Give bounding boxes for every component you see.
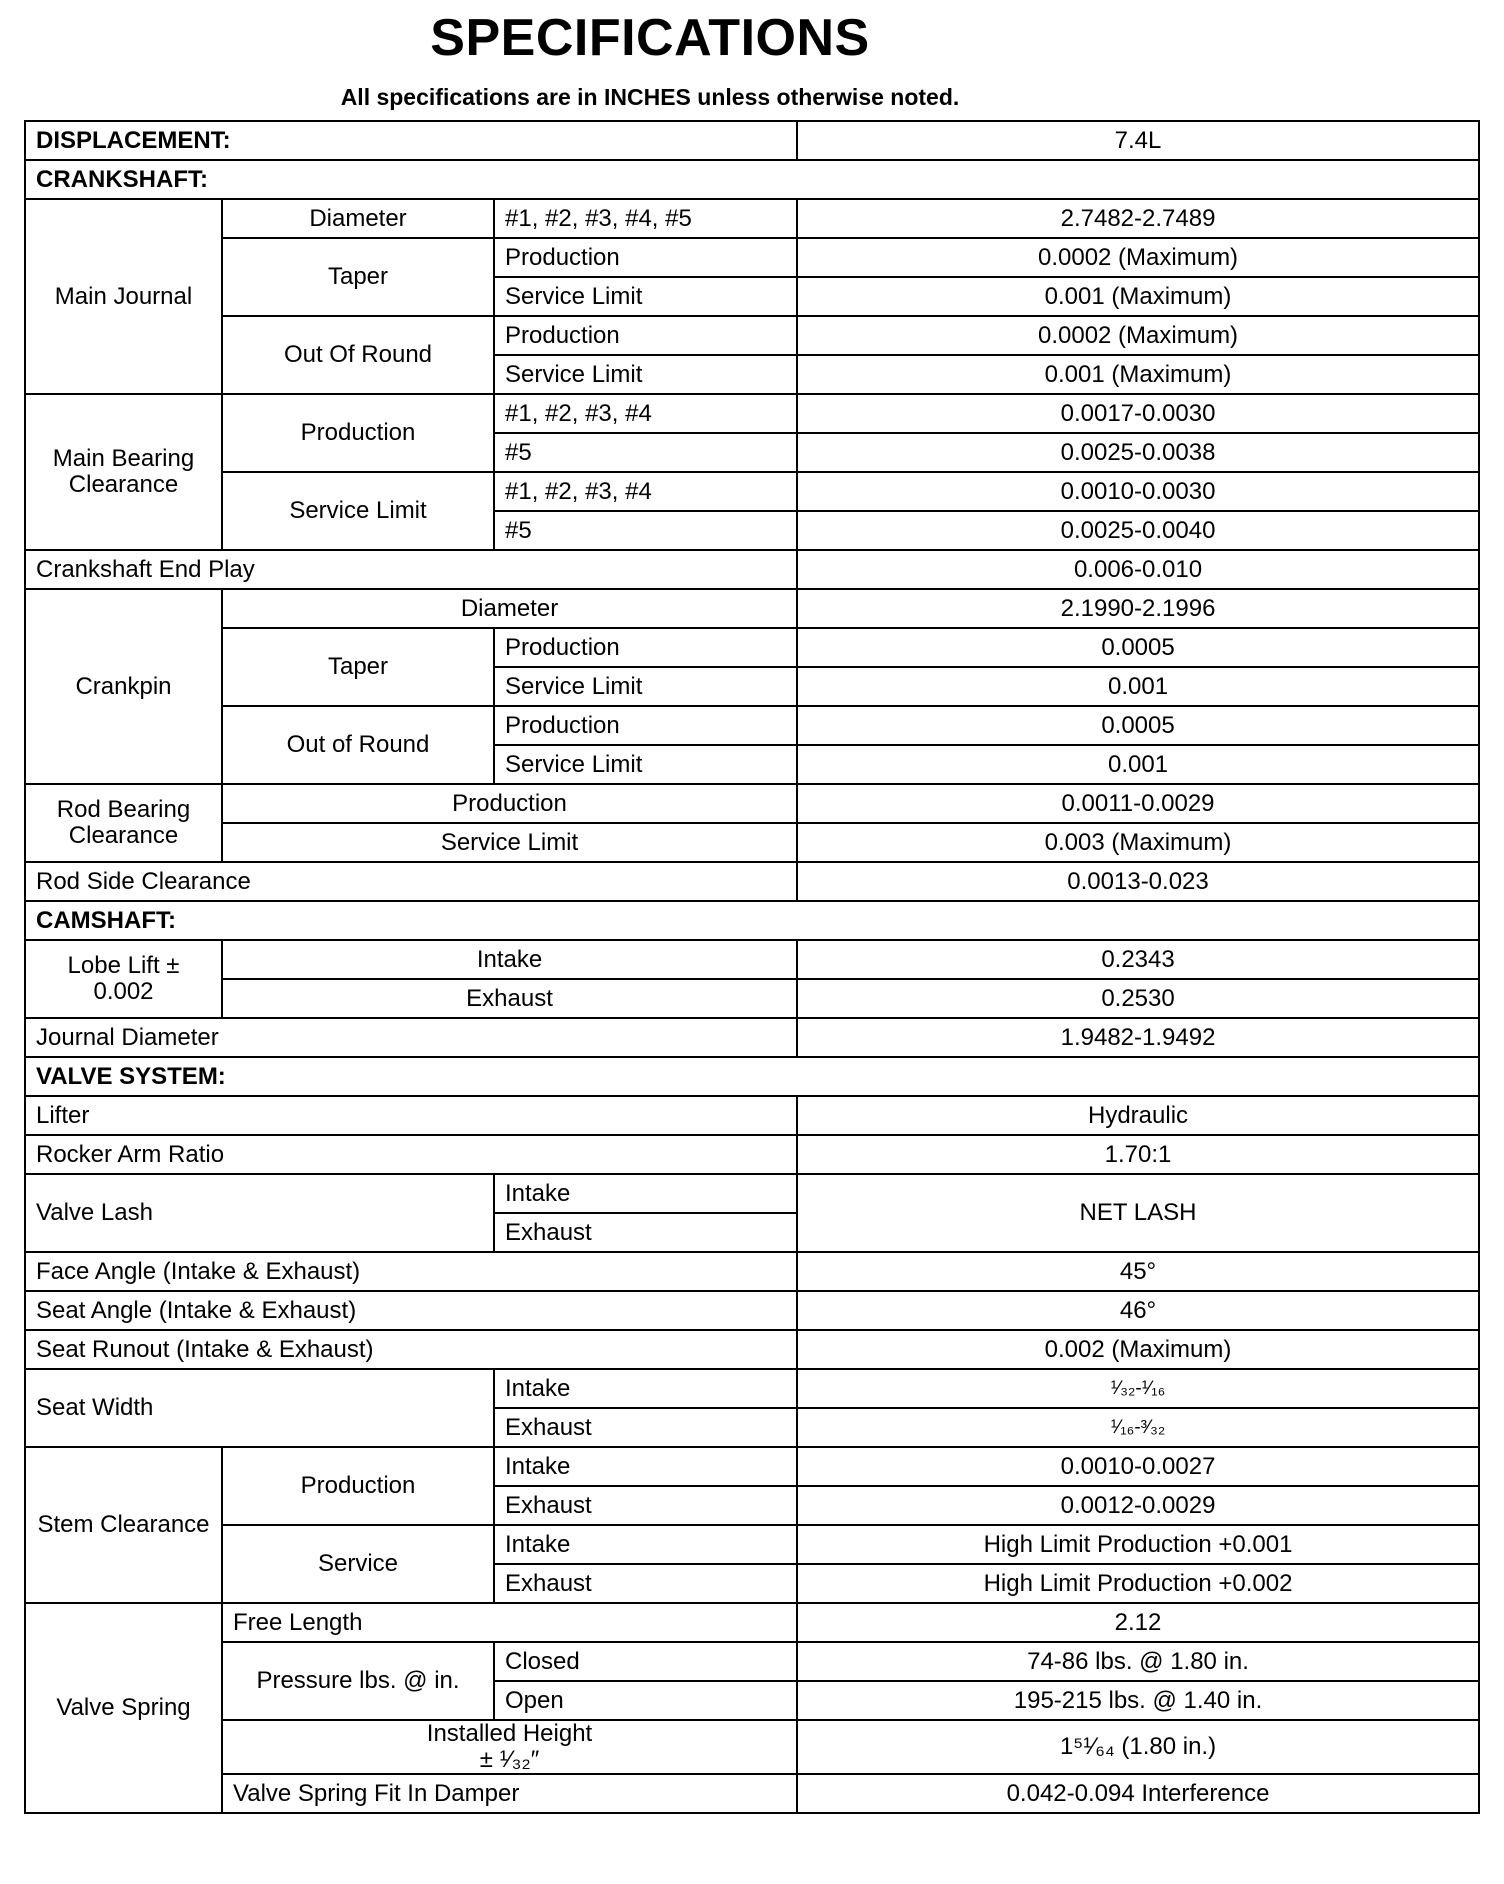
table-row xyxy=(25,1174,1479,1213)
crankpin-label: Crankpin xyxy=(25,589,222,784)
table-row xyxy=(25,706,1479,745)
rod-bearing-production-label: Production xyxy=(222,784,797,823)
table-row xyxy=(25,1330,1479,1369)
rod-bearing-service-label: Service Limit xyxy=(222,823,797,862)
main-journal-taper-production-label: Production xyxy=(494,238,797,277)
lobe-exhaust-label: Exhaust xyxy=(222,979,797,1018)
seat-runout-label: Seat Runout (Intake & Exhaust) xyxy=(25,1330,797,1369)
pressure-open-label: Open xyxy=(494,1681,797,1720)
page-subtitle: All specifications are in INCHES unless otherwise noted. xyxy=(340,84,960,110)
main-journal-oor-production-value: 0.0002 (Maximum) xyxy=(797,316,1479,355)
table-row xyxy=(25,394,1479,433)
end-play-label: Crankshaft End Play xyxy=(25,550,797,589)
seat-width-label: Seat Width xyxy=(25,1369,494,1447)
crankpin-taper-production-label: Production xyxy=(494,628,797,667)
lobe-intake-label: Intake xyxy=(222,940,797,979)
lobe-exhaust-value: 0.2530 xyxy=(797,979,1479,1018)
pressure-label: Pressure lbs. @ in. xyxy=(222,1642,494,1720)
crankshaft-heading: CRANKSHAFT: xyxy=(25,160,1479,199)
table-row xyxy=(25,316,1479,355)
table-row xyxy=(25,1252,1479,1291)
valve-spring-label: Valve Spring xyxy=(25,1603,222,1813)
seat-angle-value: 46° xyxy=(797,1291,1479,1330)
table-row xyxy=(25,1774,1479,1813)
stem-clearance-label: Stem Clearance xyxy=(25,1447,222,1603)
lifter-label: Lifter xyxy=(25,1096,797,1135)
seat-angle-label: Seat Angle (Intake & Exhaust) xyxy=(25,1291,797,1330)
crankpin-taper-service-value: 0.001 xyxy=(797,667,1479,706)
main-journal-taper-production-value: 0.0002 (Maximum) xyxy=(797,238,1479,277)
crankpin-oor-production-value: 0.0005 xyxy=(797,706,1479,745)
main-journal-oor-label: Out Of Round xyxy=(222,316,494,394)
pressure-open-value: 195-215 lbs. @ 1.40 in. xyxy=(797,1681,1479,1720)
seat-width-intake-value: ¹⁄₃₂-¹⁄₁₆ xyxy=(797,1369,1479,1408)
face-angle-label: Face Angle (Intake & Exhaust) xyxy=(25,1252,797,1291)
lobe-intake-value: 0.2343 xyxy=(797,940,1479,979)
stem-service-label: Service xyxy=(222,1525,494,1603)
table-row xyxy=(25,1603,1479,1642)
stem-prod-intake-label: Intake xyxy=(494,1447,797,1486)
table-row xyxy=(25,1135,1479,1174)
table-row xyxy=(25,862,1479,901)
main-bearing-production-label: Production xyxy=(222,394,494,472)
free-length-label: Free Length xyxy=(222,1603,797,1642)
crankpin-taper-label: Taper xyxy=(222,628,494,706)
table-row xyxy=(25,628,1479,667)
main-journal-diameter-label: Diameter xyxy=(222,199,494,238)
main-bearing-prod-sub2: #5 xyxy=(494,433,797,472)
stem-prod-exhaust-value: 0.0012-0.0029 xyxy=(797,1486,1479,1525)
table-row xyxy=(25,1018,1479,1057)
journal-diameter-label: Journal Diameter xyxy=(25,1018,797,1057)
stem-prod-exhaust-label: Exhaust xyxy=(494,1486,797,1525)
damper-fit-value: 0.042-0.094 Interference xyxy=(797,1774,1479,1813)
main-journal-label: Main Journal xyxy=(25,199,222,394)
main-bearing-serv-sub2: #5 xyxy=(494,511,797,550)
page-title: SPECIFICATIONS xyxy=(430,9,870,67)
main-bearing-serv-sub1: #1, #2, #3, #4 xyxy=(494,472,797,511)
main-journal-oor-service-value: 0.001 (Maximum) xyxy=(797,355,1479,394)
crankpin-oor-label: Out of Round xyxy=(222,706,494,784)
stem-serv-intake-label: Intake xyxy=(494,1525,797,1564)
table-row xyxy=(25,238,1479,277)
installed-height-label: Installed Height xyxy=(426,1720,593,1747)
table-row xyxy=(25,1447,1479,1486)
table-row xyxy=(25,1642,1479,1681)
pressure-closed-label: Closed xyxy=(494,1642,797,1681)
valve-lash-exhaust: Exhaust xyxy=(494,1213,797,1252)
crankpin-oor-service-label: Service Limit xyxy=(494,745,797,784)
camshaft-heading: CAMSHAFT: xyxy=(25,901,1479,940)
rod-bearing-service-value: 0.003 (Maximum) xyxy=(797,823,1479,862)
lifter-value: Hydraulic xyxy=(797,1096,1479,1135)
crankpin-taper-production-value: 0.0005 xyxy=(797,628,1479,667)
table-row xyxy=(25,160,1479,199)
main-bearing-serv-val1: 0.0010-0.0030 xyxy=(797,472,1479,511)
table-row xyxy=(25,1057,1479,1096)
rod-bearing-production-value: 0.0011-0.0029 xyxy=(797,784,1479,823)
end-play-value: 0.006-0.010 xyxy=(797,550,1479,589)
main-bearing-prod-val2: 0.0025-0.0038 xyxy=(797,433,1479,472)
damper-fit-label: Valve Spring Fit In Damper xyxy=(222,1774,797,1813)
valve-system-heading: VALVE SYSTEM: xyxy=(25,1057,1479,1096)
table-row xyxy=(25,550,1479,589)
crankpin-diameter-value: 2.1990-2.1996 xyxy=(797,589,1479,628)
rod-side-value: 0.0013-0.023 xyxy=(797,862,1479,901)
main-bearing-serv-val2: 0.0025-0.0040 xyxy=(797,511,1479,550)
specifications-table xyxy=(24,120,1480,1814)
main-journal-taper-label: Taper xyxy=(222,238,494,316)
crankpin-oor-production-label: Production xyxy=(494,706,797,745)
displacement-label: DISPLACEMENT: xyxy=(25,121,797,160)
main-journal-diameter-value: 2.7482-2.7489 xyxy=(797,199,1479,238)
lobe-lift-label: Lobe Lift ± 0.002 xyxy=(25,940,222,1018)
valve-lash-label: Valve Lash xyxy=(25,1174,494,1252)
face-angle-value: 45° xyxy=(797,1252,1479,1291)
main-journal-diameter-sub: #1, #2, #3, #4, #5 xyxy=(494,199,797,238)
rod-bearing-label: Rod Bearing Clearance xyxy=(25,784,222,862)
table-row xyxy=(25,979,1479,1018)
table-row xyxy=(25,1369,1479,1408)
crankpin-diameter-label: Diameter xyxy=(222,589,797,628)
stem-prod-intake-value: 0.0010-0.0027 xyxy=(797,1447,1479,1486)
table-row xyxy=(25,823,1479,862)
free-length-value: 2.12 xyxy=(797,1603,1479,1642)
crankpin-oor-service-value: 0.001 xyxy=(797,745,1479,784)
stem-serv-intake-value: High Limit Production +0.001 xyxy=(797,1525,1479,1564)
seat-width-exhaust-value: ¹⁄₁₆-³⁄₃₂ xyxy=(797,1408,1479,1447)
table-row xyxy=(25,199,1479,238)
stem-serv-exhaust-value: High Limit Production +0.002 xyxy=(797,1564,1479,1603)
pressure-closed-value: 74-86 lbs. @ 1.80 in. xyxy=(797,1642,1479,1681)
valve-lash-intake: Intake xyxy=(494,1174,797,1213)
seat-width-intake-label: Intake xyxy=(494,1369,797,1408)
valve-lash-value: NET LASH xyxy=(797,1174,1479,1252)
installed-height-tolerance: ± ¹⁄₃₂″ xyxy=(479,1746,540,1773)
main-journal-oor-service-label: Service Limit xyxy=(494,355,797,394)
table-row xyxy=(25,1291,1479,1330)
rod-side-label: Rod Side Clearance xyxy=(25,862,797,901)
table-row xyxy=(25,1720,1479,1774)
stem-production-label: Production xyxy=(222,1447,494,1525)
main-journal-taper-service-value: 0.001 (Maximum) xyxy=(797,277,1479,316)
main-journal-taper-service-label: Service Limit xyxy=(494,277,797,316)
stem-serv-exhaust-label: Exhaust xyxy=(494,1564,797,1603)
table-row xyxy=(25,121,1479,160)
table-row xyxy=(25,472,1479,511)
crankpin-taper-service-label: Service Limit xyxy=(494,667,797,706)
main-bearing-label: Main Bearing Clearance xyxy=(25,394,222,550)
main-journal-oor-production-label: Production xyxy=(494,316,797,355)
rocker-ratio-value: 1.70:1 xyxy=(797,1135,1479,1174)
table-row xyxy=(25,940,1479,979)
main-bearing-service-label: Service Limit xyxy=(222,472,494,550)
installed-height-value: 1⁵¹⁄₆₄ (1.80 in.) xyxy=(797,1720,1479,1774)
journal-diameter-value: 1.9482-1.9492 xyxy=(797,1018,1479,1057)
table-row xyxy=(25,1096,1479,1135)
seat-width-exhaust-label: Exhaust xyxy=(494,1408,797,1447)
rocker-ratio-label: Rocker Arm Ratio xyxy=(25,1135,797,1174)
main-bearing-prod-val1: 0.0017-0.0030 xyxy=(797,394,1479,433)
seat-runout-value: 0.002 (Maximum) xyxy=(797,1330,1479,1369)
main-bearing-prod-sub1: #1, #2, #3, #4 xyxy=(494,394,797,433)
table-row xyxy=(25,1525,1479,1564)
installed-height-cell xyxy=(222,1720,797,1774)
table-row xyxy=(25,589,1479,628)
displacement-value: 7.4L xyxy=(797,121,1479,160)
table-row xyxy=(25,784,1479,823)
table-row xyxy=(25,901,1479,940)
